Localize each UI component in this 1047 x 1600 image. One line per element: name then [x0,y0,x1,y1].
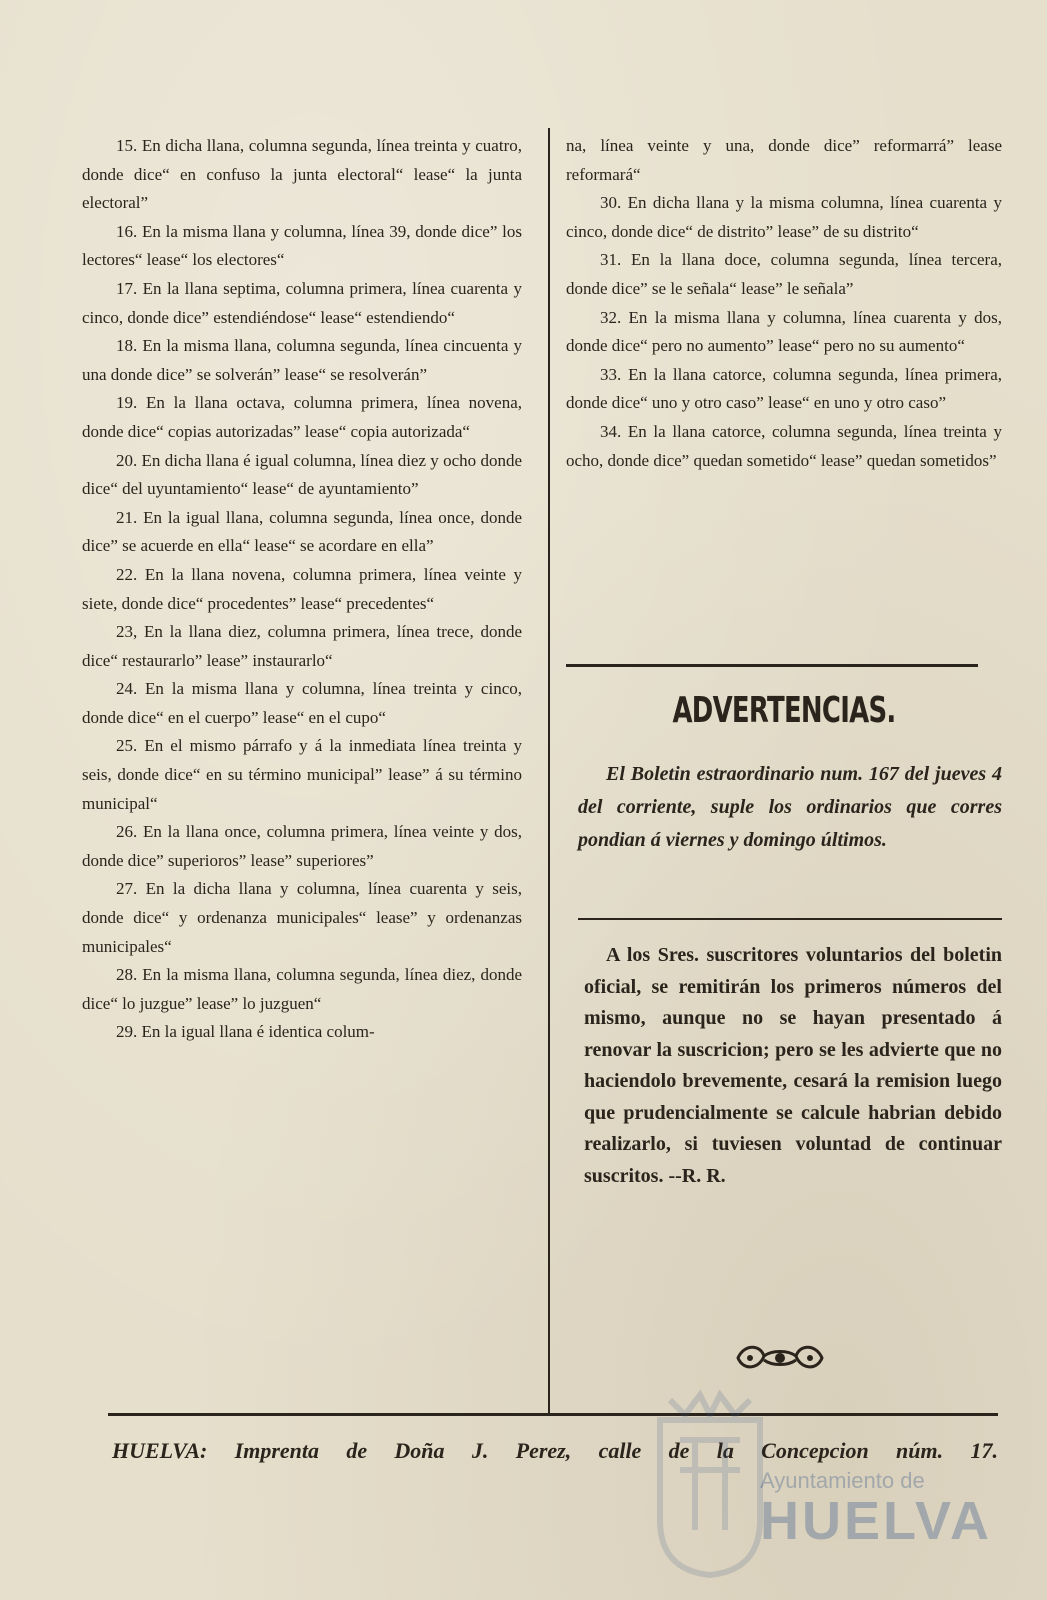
erratum-22: 22. En la llana novena, columna primera, línea veinte y siete, donde dice“ procedentes” lease“ precedentes“ [82,564,522,613]
column-divider [548,128,550,1413]
footer-word: Perez, [515,1438,572,1463]
footer-word: Doña [394,1438,445,1463]
erratum-19: 19. En la llana octava, columna primera, línea novena, donde dice“ copias autorizadas” lease“ copia autorizada“ [82,393,522,441]
erratum-27: 27. En la dicha llana y columna, línea cuarenta y seis, donde dice“ y ordenanza municipales“ lease” y ordenanzas municipales“ [82,879,522,956]
erratum-31: 31. En la llana doce, columna segunda, línea tercera, donde dice” se le señala“ lease” le señala” [566,250,1002,298]
erratum-30: 30. En dicha llana y la misma columna, línea cuarenta y cinco, donde dice“ de distrito” lease” de su distrito“ [566,193,1002,241]
footer-word: núm. [896,1438,944,1463]
erratum-24: 24. En la misma llana y columna, línea treinta y cinco, donde dice“ en el cuerpo” lease“ en el cupo“ [82,679,522,727]
erratum-28: 28. En la misma llana, columna segunda, línea diez, donde dice“ lo juzgue” lease” lo juzguen“ [82,965,522,1013]
footer-word: de [668,1438,690,1463]
erratum-17: 17. En la llana septima, columna primera, línea cuarenta y cinco, donde dice” estendiéndose“ lease“ estendiendo“ [82,278,522,327]
erratum-18: 18. En la misma llana, columna segunda, línea cincuenta y una donde dice” se solverán” lease“ se resolverán” [82,336,522,384]
erratum-23: 23, En la llana diez, columna primera, línea trece, donde dice“ restaurarlo” lease” instaurarlo“ [82,622,522,670]
erratum-29-continuation: na, línea veinte y una, donde dice” reformarrá” lease reformará“ [566,136,1002,184]
erratum-33: 33. En la llana catorce, columna segunda, línea primera, donde dice“ uno y otro caso” lease“ en uno y otro caso” [566,364,1002,413]
footer-word: Imprenta [234,1438,320,1463]
erratum-25: 25. En el mismo párrafo y á la inmediata línea treinta y seis, donde dice“ en su término municipal” lease” á su término municipal“ [82,736,522,813]
section-rule-top [566,664,978,667]
section-rule-middle [578,918,1002,920]
watermark-line1: Ayuntamiento de [760,1468,925,1493]
advertencias-heading: ADVERTENCIAS. [672,690,896,731]
footer-word: la [716,1438,734,1463]
erratum-21: 21. En la igual llana, columna segunda, línea once, donde dice” se acuerde en ella“ lease“ se acordare en ella” [82,507,522,556]
footer-word: J. [471,1438,489,1463]
notice-suscritores: A los Sres. suscritores voluntarios del boletin oficial, se remitirán los primeros números del mismo, aunque no se hayan presentado á renovar la suscricion; pero se les advierte que no haciendolo brevemente, cesará la remision luego que prudencialmente se calcule habrian debido realizarlo, si tuviesen voluntad de continuar suscritos. --R. R. [584,944,1002,1187]
erratum-16: 16. En la misma llana y columna, línea 39, donde dice” los lectores“ lease“ los electores“ [82,221,522,270]
watermark-line2: HUELVA [760,1491,992,1551]
footer-word: 17. [970,1438,998,1463]
fleuron-ornament-icon [730,1338,830,1378]
right-column [566,132,1002,475]
footer-word: calle [598,1438,642,1463]
footer-word: de [346,1438,368,1463]
erratum-32: 32. En la misma llana y columna, línea cuarenta y dos, donde dice“ pero no aumento” lease“ pero no su aumento“ [566,307,1002,356]
erratum-15: 15. En dicha llana, columna segunda, línea treinta y cuatro, donde dice“ en confuso la junta electoral“ lease“ la junta electoral” [82,136,522,213]
erratum-29: 29. En la igual llana é identica colum- [116,1022,375,1042]
left-column [82,132,522,1047]
erratum-34: 34. En la llana catorce, columna segunda, línea treinta y ocho, donde dice” quedan sometido“ lease” quedan sometidos” [566,421,1002,470]
footer-word: HUELVA: [112,1438,208,1463]
erratum-26: 26. En la llana once, columna primera, línea veinte y dos, donde dice” superioros” lease” superiores” [82,822,522,870]
erratum-20: 20. En dicha llana é igual columna, línea diez y ocho donde dice“ del uyuntamiento“ lease“ de ayuntamiento” [82,450,522,499]
footer-word: Concepcion [761,1438,869,1463]
notice-boletin-extraordinario: El Boletin estraordinario num. 167 del jueves 4 del corriente, suple los ordinarios que corres pondian á viernes y domingo últimos. [578,763,1002,851]
